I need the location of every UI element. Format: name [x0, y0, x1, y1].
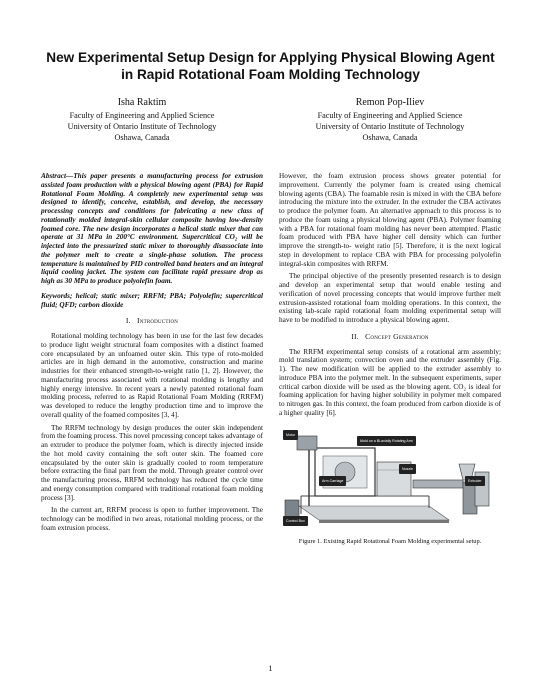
- author-name: Remon Pop-Iliev: [355, 97, 425, 108]
- figure-label-motor: Motor: [283, 430, 298, 441]
- author-name: Isha Raktim: [117, 97, 167, 108]
- author-block-1: [42, 95, 242, 143]
- keywords-text: helical; static mixer; RRFM; PBA; Polyolefin; supercritical fluid; QFD; carbon dioxide: [41, 291, 263, 309]
- figure-label-mold: Mold on a Bi-axially Rotating Arm: [357, 436, 416, 447]
- left-column: [41, 172, 263, 537]
- figure-label-control-box: Control Box: [283, 516, 308, 527]
- section-number: I.: [125, 316, 131, 326]
- section-title: Introduction: [137, 316, 179, 326]
- body-paragraph: However, the foam extrusion process shows greater potential for improvement. Currently the polymer foam is created using chemical blowing agents (CBA). The foamable resin is mixed in with the CBA before introducing the mixture into the extruder. In the extruder the CBA activates to produce the polymer foam. An alternative approach to this process is to produce the foam using a physical blowing agent (PBA). Polymer foaming with a PBA for rotational foam molding has never been attempted. Plastic foam produced with PBA have higher cell density which can further improve the strength-to- weight ratio [5]. Therefore, it is the next logical step in development to replace CBA with PBA for processing polyolefin integral-skin composites with RRFM.: [279, 172, 501, 268]
- author-dept: Faculty of Engineering and Applied Science: [69, 111, 215, 120]
- section-title: Concept Generation: [365, 331, 429, 341]
- figure-label-extruder: Extruder: [465, 476, 485, 487]
- intro-paragraph: Rotational molding technology has been in use for the last few decades to produce light weight structural foam composites with a distinct foamed core encapsulated by an unfoamed outer skin. This type of roto-molded articles are in high demand in the automotive, construction and marine industries for their enhanced strength-to-weight ratio [1, 2]. However, the manufacturing process associated with rotational molding is lengthy and highly energy intensive. In recent years a newly patented rotational foam molding process, referred to as Rapid Rotational Foam Molding (RRFM) was developed to reduce the lengthy production time and to improve the overall quality of the foamed composites [3, 4].: [41, 332, 263, 419]
- keywords: [41, 292, 263, 310]
- author-location: Oshawa, Canada: [362, 133, 418, 142]
- right-column: [279, 172, 501, 546]
- section-heading-concept-generation: [279, 333, 501, 342]
- author-block-2: [290, 95, 490, 143]
- page-number: 1: [268, 663, 273, 673]
- figure-label-nozzle: Nozzle: [399, 464, 416, 475]
- author-institution: University of Ontario Institute of Technology: [315, 122, 465, 131]
- abstract: [41, 172, 263, 286]
- intro-paragraph: In the current art, RRFM process is open to further improvement. The technology can be modified in two areas, rotational molding process, or the foam extrusion process.: [41, 506, 263, 532]
- author-location: Oshawa, Canada: [114, 133, 170, 142]
- section-heading-introduction: [41, 317, 263, 326]
- author-dept: Faculty of Engineering and Applied Science: [317, 111, 463, 120]
- figure-label-arm-carriage: Arm Carriage: [319, 476, 346, 487]
- body-paragraph: The RRFM experimental setup consists of a rotational arm assembly; mold translation system; convection oven and the extruder assembly (Fig. 1). The new modification will be applied to the extruder assembly to introduce PBA into the polymer melt. In the subsequent experiments, super critical carbon dioxide will be used as the blowing agent. CO₂ is ideal for foaming application for having higher solubility in polymer melt compared to nitrogen gas. In this context, the foam produced from carbon dioxide is of a higher quality [6].: [279, 347, 501, 417]
- figure-caption: Figure 1. Existing Rapid Rotational Foam Molding experimental setup.: [298, 537, 482, 545]
- author-institution: University of Ontario Institute of Technology: [67, 122, 217, 131]
- intro-paragraph: The RRFM technology by design produces the outer skin independent from the foaming process. This novel processing concept takes advantage of an extruder to produce the polymer foam, which is directly injected inside the hot mold cavity containing the soft outer skin. The foamed core encapsulated by the outer skin is gradually cooled to room temperature before extracting the final part from the mold. Through greater control over the manufacturing process, RRFM technology has reduced the cycle time and energy consumption compared with traditional rotational foam molding process [3].: [41, 423, 263, 502]
- body-paragraph: The principal objective of the presently presented research is to design and develop an experimental setup that would enable testing and verification of novel processing concepts that would improve further melt extrusion-assisted rotational foam molding operations. In this context, the existing lab-scale rapid rotational foam molding experimental setup will have to be modified to introduce a physical blowing agent.: [279, 272, 501, 324]
- keywords-label: Keywords;: [41, 291, 73, 300]
- abstract-label: Abstract: [41, 172, 66, 180]
- abstract-text: —This paper presents a manufacturing process for extrusion assisted foam production with a physical blowing agent (PBA) for Rapid Rotational Foam Molding. A completely new experimental setup was designed to identify, conceive, establish, and develop, the necessary processing concepts and conditions for fabricating a new class of rotationally molded integral-skin cellular composite having low-density foamed core. The new design incorporates a helical static mixer that can operate at 31 MPa in 200°C environment. Supercritical CO₂ will be injected into the pressurized static mixer to thoroughly disassociate into the polymer melt to create a single-phase solution. The process temperature is maintained by PID controlled band heaters and an integral liquid cooling jacket. The system can facilitate rapid pressure drop as high as 30 MPa to produce polyolefin foam.: [41, 172, 263, 285]
- section-number: II.: [351, 331, 359, 341]
- paper-title: New Experimental Setup Design for Applying Physical Blowing Agent in Rapid Rotational Foam Molding Technology: [46, 50, 495, 82]
- figure-1: [279, 424, 501, 534]
